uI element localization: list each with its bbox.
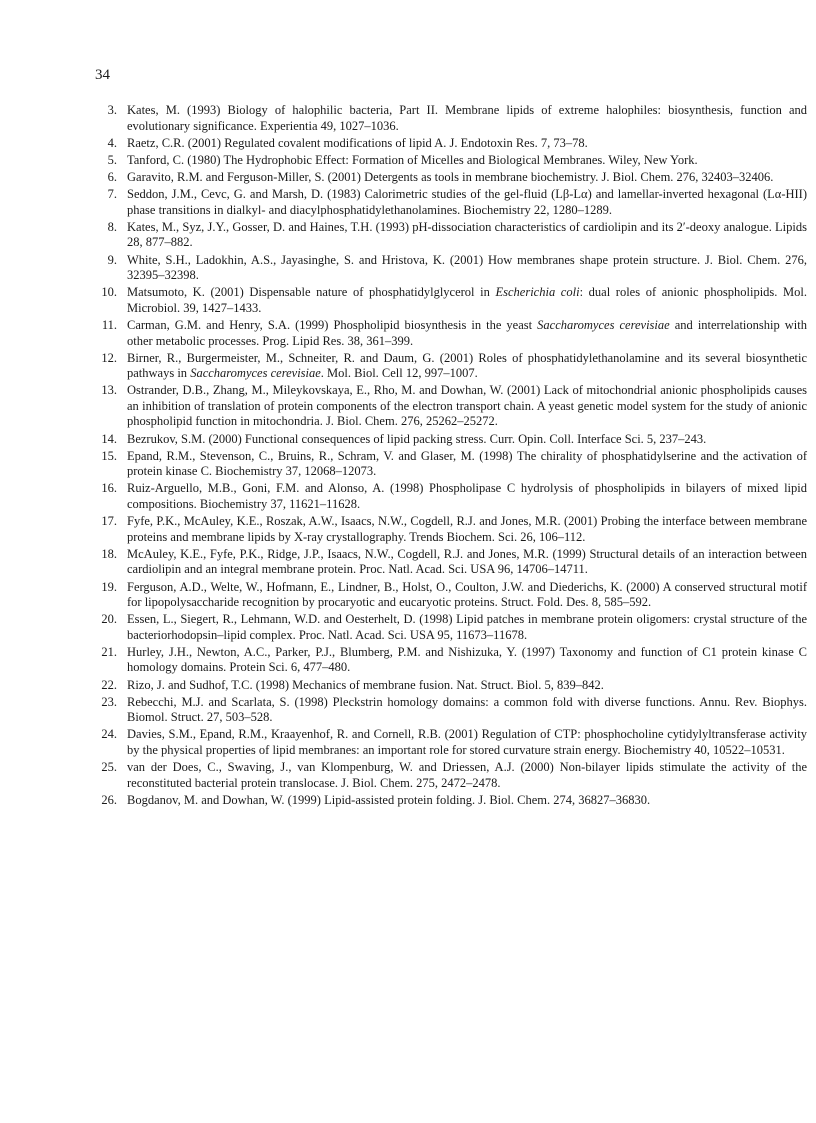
reference-number: 17.: [101, 514, 117, 529]
reference-item: [95, 383, 807, 430]
reference-text: Ferguson, A.D., Welte, W., Hofmann, E., Lindner, B., Holst, O., Coulton, J.W. and Diederichs, K. (2000) A conserved structural motif for lipopolysaccharide recognition by procaryotic and eucaryotic proteins. Struct. Fold. Des. 8, 585–592.: [127, 579, 807, 609]
reference-number: 5.: [107, 152, 117, 167]
reference-item: [95, 580, 807, 611]
reference-item: [95, 760, 807, 791]
reference-item: [95, 285, 807, 316]
reference-item: [95, 318, 807, 349]
page-number: 34: [95, 67, 110, 83]
reference-text: Hurley, J.H., Newton, A.C., Parker, P.J., Blumberg, P.M. and Nishizuka, Y. (1997) Taxonomy and function of C1 protein kinase C homology domains. Protein Sci. 6, 477–480.: [127, 644, 807, 675]
reference-text: Fyfe, P.K., McAuley, K.E., Roszak, A.W., Isaacs, N.W., Cogdell, R.J. and Jones, M.R. (2001) Probing the interface between membrane proteins and membrane lipids by X-ray crystallography. Trends Biochem. Sci. 26, 106–112.: [127, 514, 807, 544]
reference-item: [95, 678, 807, 694]
reference-number: 8.: [107, 219, 117, 234]
reference-text-part: Matsumoto, K. (2001) Dispensable nature of phosphatidylglycerol in: [127, 285, 496, 300]
reference-text: Rizo, J. and Sudhof, T.C. (1998) Mechanics of membrane fusion. Nat. Struct. Biol. 5, 839–842.: [127, 677, 604, 692]
reference-number: 18.: [101, 546, 117, 561]
reference-number: 19.: [101, 579, 117, 594]
reference-number: 6.: [107, 170, 117, 185]
reference-text: Bezrukov, S.M. (2000) Functional consequences of lipid packing stress. Curr. Opin. Coll. Interface Sci. 5, 237–243.: [127, 431, 707, 446]
reference-number: 20.: [101, 612, 117, 627]
reference-number: 23.: [101, 694, 117, 709]
reference-text: Essen, L., Siegert, R., Lehmann, W.D. and Oesterhelt, D. (1998) Lipid patches in membrane protein oligomers: crystal structure of the bacteriorhodopsin–lipid complex. Proc. Natl. Acad. Sci. USA 95, 11673–11678.: [127, 612, 807, 642]
reference-item: [95, 220, 807, 251]
reference-item: [95, 793, 807, 809]
reference-item: [95, 170, 807, 186]
reference-text: Seddon, J.M., Cevc, G. and Marsh, D. (1983) Calorimetric studies of the gel-fluid (Lβ-Lα) and lamellar-inverted hexagonal (Lα-HII) phase transitions in dialkyl- and diacylphosphatidylethanolamines. Biochemistry 22, 1280–1289.: [127, 187, 807, 217]
reference-item: [95, 153, 807, 169]
reference-text: Bogdanov, M. and Dowhan, W. (1999) Lipid-assisted protein folding. J. Biol. Chem. 274, 36827–36830.: [127, 792, 651, 807]
reference-item: [95, 351, 807, 382]
reference-text: Davies, S.M., Epand, R.M., Kraayenhof, R. and Cornell, R.B. (2001) Regulation of CTP: phosphocholine cytidylyltransferase activity by the physical properties of lipid membranes: an important role for stored curvature strain energy. Biochemistry 40, 10522–10531.: [127, 727, 807, 757]
reference-text: Rebecchi, M.J. and Scarlata, S. (1998) Pleckstrin homology domains: a common fold with diverse functions. Annu. Rev. Biophys. Biomol. Struct. 27, 503–528.: [127, 694, 807, 725]
reference-item: [95, 136, 807, 152]
reference-item: [95, 695, 807, 726]
reference-number: 7.: [107, 187, 117, 202]
reference-item: [95, 432, 807, 448]
reference-text: Raetz, C.R. (2001) Regulated covalent modifications of lipid A. J. Endotoxin Res. 7, 73–78.: [127, 135, 588, 150]
reference-number: 11.: [101, 318, 117, 332]
reference-text: Ostrander, D.B., Zhang, M., Mileykovskaya, E., Rho, M. and Dowhan, W. (2001) Lack of mitochondrial anionic phospholipids causes an inhibition of translation of protein components of the electron transport chain. A yeast genetic model system for the study of anionic phospholipid function in mitochondria. J. Biol. Chem. 276, 25262–25272.: [127, 383, 807, 429]
reference-text: Epand, R.M., Stevenson, C., Bruins, R., Schram, V. and Glaser, M. (1998) The chirality of phosphatidylserine and the activation of protein kinase C. Biochemistry 37, 12068–12073.: [127, 448, 807, 479]
species-name: Saccharomyces cerevisiae: [190, 366, 321, 381]
reference-list: [95, 103, 807, 810]
reference-text: Kates, M., Syz, J.Y., Gosser, D. and Haines, T.H. (1993) pH-dissociation characteristics of cardiolipin and its 2′-deoxy analogue. Lipids 28, 877–882.: [127, 219, 807, 250]
reference-number: 21.: [101, 644, 117, 659]
reference-item: [95, 449, 807, 480]
reference-number: 4.: [107, 135, 117, 150]
reference-number: 22.: [101, 677, 117, 692]
reference-number: 25.: [101, 760, 117, 775]
reference-number: 12.: [101, 350, 117, 365]
reference-item: [95, 645, 807, 676]
species-name: Escherichia coli: [495, 285, 580, 300]
species-name: Saccharomyces cerevisiae: [537, 318, 670, 332]
reference-number: 24.: [101, 727, 117, 742]
reference-text: White, S.H., Ladokhin, A.S., Jayasinghe, S. and Hristova, K. (2001) How membranes shape protein structure. J. Biol. Chem. 276, 32395–32398.: [127, 252, 807, 283]
reference-item: [95, 103, 807, 134]
reference-text: [127, 285, 807, 316]
reference-text: Ruiz-Arguello, M.B., Goni, F.M. and Alonso, A. (1998) Phospholipase C hydrolysis of phospholipids in bilayers of mixed lipid compositions. Biochemistry 37, 11621–11628.: [127, 481, 807, 511]
reference-item: [95, 612, 807, 643]
reference-item: [95, 253, 807, 284]
reference-text-part: : dual roles of anionic phospholipids. Mol. Microbiol. 39, 1427–1433.: [127, 285, 807, 315]
reference-item: [95, 481, 807, 512]
reference-text: [127, 351, 807, 382]
reference-text: van der Does, C., Swaving, J., van Klompenburg, W. and Driessen, A.J. (2000) Non-bilayer lipids stimulate the activity of the reconstituted bacterial protein translocase. J. Biol. Chem. 275, 2472–2478.: [127, 760, 807, 790]
reference-text-part: and interrelationship with other metabolic processes. Prog. Lipid Res. 38, 361–399.: [127, 318, 807, 348]
reference-item: [95, 547, 807, 578]
reference-text: Garavito, R.M. and Ferguson-Miller, S. (2001) Detergents as tools in membrane biochemistry. J. Biol. Chem. 276, 32403–32406.: [127, 170, 774, 185]
reference-number: 13.: [101, 383, 117, 398]
reference-text: Kates, M. (1993) Biology of halophilic bacteria, Part II. Membrane lipids of extreme halophiles: biosynthesis, function and evolutionary significance. Experientia 49, 1027–1036.: [127, 103, 807, 133]
reference-text: McAuley, K.E., Fyfe, P.K., Ridge, J.P., Isaacs, N.W., Cogdell, R.J. and Jones, M.R. (1999) Structural details of an interaction between cardiolipin and an integral membrane protein. Proc. Natl. Acad. Sci. USA 96, 14706–14711.: [127, 546, 807, 577]
reference-text-part: Birner, R., Burgermeister, M., Schneiter, R. and Daum, G. (2001) Roles of phosphatidylethanolamine and its several biosynthetic pathways in: [127, 350, 807, 381]
reference-number: 3.: [107, 103, 117, 117]
reference-text-part: Carman, G.M. and Henry, S.A. (1999) Phospholipid biosynthesis in the yeast: [127, 318, 538, 332]
reference-text: [127, 318, 807, 349]
reference-number: 10.: [101, 285, 117, 300]
reference-item: [95, 727, 807, 758]
reference-item: [95, 514, 807, 545]
reference-text: Tanford, C. (1980) The Hydrophobic Effect: Formation of Micelles and Biological Membranes. Wiley, New York.: [127, 152, 698, 167]
reference-text-part: . Mol. Biol. Cell 12, 997–1007.: [320, 366, 478, 381]
reference-number: 14.: [101, 431, 117, 446]
reference-number: 9.: [107, 252, 117, 267]
reference-item: [95, 187, 807, 218]
reference-number: 26.: [101, 792, 117, 807]
reference-number: 16.: [101, 481, 117, 496]
reference-number: 15.: [101, 448, 117, 463]
